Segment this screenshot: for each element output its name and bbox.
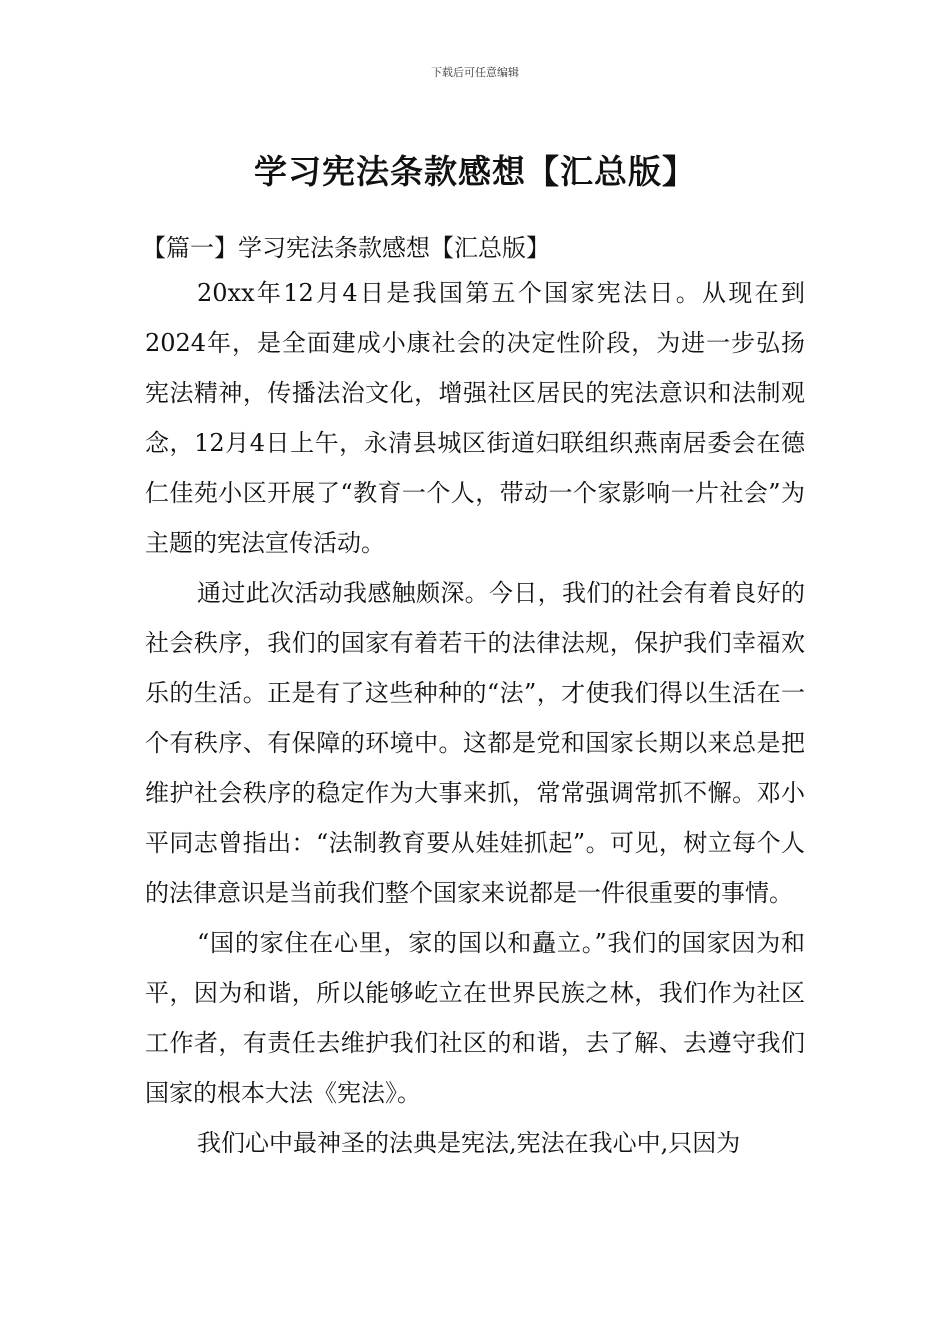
header-note: 下载后可任意编辑: [431, 66, 519, 79]
document-body: [142, 228, 805, 1168]
paragraph-1: 20xx年12月4日是我国第五个国家宪法日。从现在到2024年，是全面建成小康社会的决定性阶段，为进一步弘扬宪法精神，传播法治文化，增强社区居民的宪法意识和法制观念，12月4日上午，永清县城区街道妇联组织燕南居委会在德仁佳苑小区开展了“教育一个人，带动一个家影响一片社会”为主题的宪法宣传活动。: [145, 279, 805, 557]
section-heading: 【篇一】学习宪法条款感想【汇总版】: [142, 234, 550, 262]
paragraph-4: 我们心中最神圣的法典是宪法,宪法在我心中,只因为: [197, 1129, 741, 1157]
paragraph-2: 通过此次活动我感触颇深。今日，我们的社会有着良好的社会秩序，我们的国家有着若干的法律法规，保护我们幸福欢乐的生活。正是有了这些种种的“法”，才使我们得以生活在一个有秩序、有保障的环境中。这都是党和国家长期以来总是把维护社会秩序的稳定作为大事来抓，常常强调常抓不懈。邓小平同志曾指出：“法制教育要从娃娃抓起”。可见，树立每个人的法律意识是当前我们整个国家来说都是一件很重要的事情。: [145, 579, 805, 907]
paragraph-3: “国的家住在心里，家的国以和矗立。”我们的国家因为和平，因为和谐，所以能够屹立在世界民族之林，我们作为社区工作者，有责任去维护我们社区的和谐，去了解、去遵守我们国家的根本大法《宪法》。: [145, 929, 805, 1107]
document-title: 学习宪法条款感想【汇总版】: [254, 152, 696, 192]
